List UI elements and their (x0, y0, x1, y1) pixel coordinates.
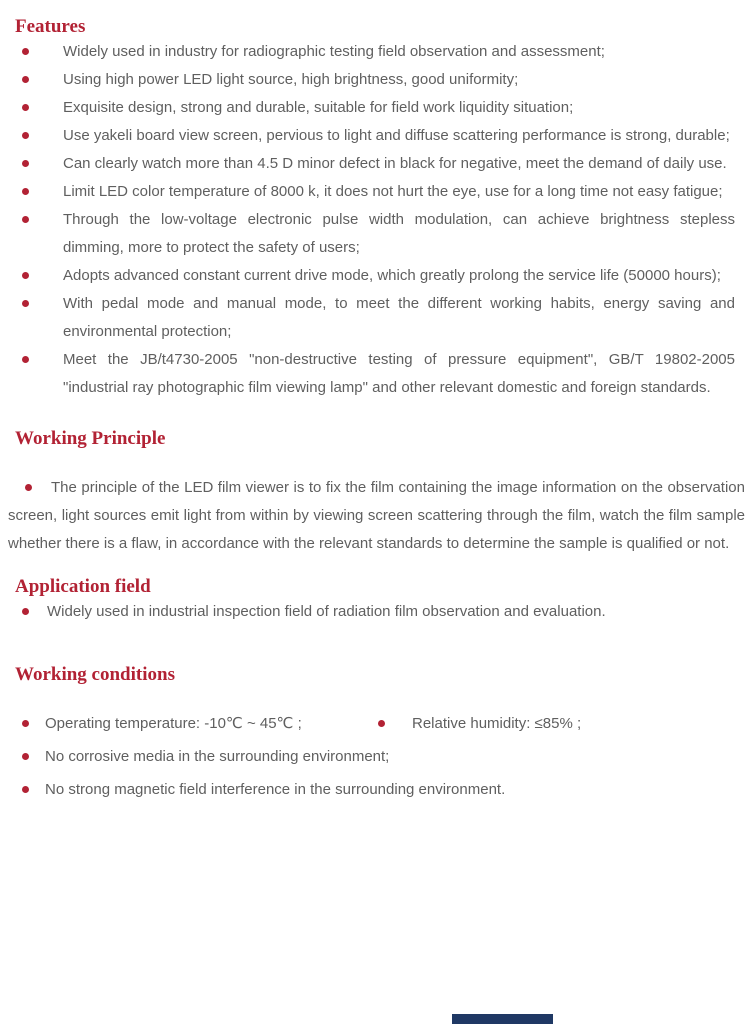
bullet-icon (22, 104, 29, 111)
working-principle-section-title: Working Principle (15, 428, 166, 449)
list-item (15, 66, 735, 94)
list-item-text: No corrosive media in the surrounding environment; (45, 748, 390, 765)
bottom-divider-bar (452, 1014, 553, 1024)
bullet-icon (22, 720, 29, 727)
list-item (15, 776, 735, 804)
list-item (15, 178, 735, 206)
list-item-text: Use yakeli board view screen, pervious to light and diffuse scattering performance is strong, durable; (63, 127, 730, 144)
bullet-icon (22, 272, 29, 279)
working-conditions-list (15, 710, 735, 804)
list-item (15, 598, 735, 626)
application-field-section-title: Application field (15, 576, 151, 597)
list-item (15, 94, 735, 122)
working-conditions-section-title: Working conditions (15, 664, 175, 685)
conditions-row (15, 710, 735, 738)
bullet-icon (22, 48, 29, 55)
working-principle-paragraph (8, 474, 745, 558)
list-item-text: Exquisite design, strong and durable, suitable for field work liquidity situation; (63, 99, 574, 116)
list-item-text: Operating temperature: -10℃ ~ 45℃ ; (45, 715, 302, 732)
bullet-icon (22, 608, 29, 615)
bullet-icon (22, 160, 29, 167)
list-item-text: With pedal mode and manual mode, to meet the different working habits, energy saving and environmental protection; (63, 295, 735, 340)
bullet-icon (378, 720, 385, 727)
list-item-text: Can clearly watch more than 4.5 D minor defect in black for negative, meet the demand of daily use. (63, 155, 727, 172)
bullet-icon (22, 188, 29, 195)
list-item (15, 262, 735, 290)
bullet-icon (22, 786, 29, 793)
list-item-text: Using high power LED light source, high brightness, good uniformity; (63, 71, 519, 88)
bullet-icon (25, 484, 32, 491)
list-item-text: Meet the JB/t4730-2005 "non-destructive testing of pressure equipment", GB/T 19802-2005 "industrial ray photographic film viewing lamp" and other relevant domestic and foreign standards. (63, 351, 735, 396)
list-item (378, 710, 735, 738)
list-item-text: Widely used in industrial inspection field of radiation film observation and evaluation. (47, 603, 606, 620)
bullet-icon (22, 132, 29, 139)
list-item (15, 743, 735, 771)
list-item (15, 290, 735, 346)
list-item-text: Widely used in industry for radiographic testing field observation and assessment; (63, 43, 605, 60)
paragraph-text: The principle of the LED film viewer is to fix the film containing the image information on the observation screen, light sources emit light from within by viewing screen scattering through the film, watch the film sample whether there is a flaw, in accordance with the relevant standards to determine the sample is qualified or not. (8, 479, 745, 552)
list-item (15, 38, 735, 66)
bullet-icon (22, 300, 29, 307)
list-item (15, 206, 735, 262)
bullet-icon (22, 216, 29, 223)
list-item (15, 122, 735, 150)
bullet-icon (22, 753, 29, 760)
application-field-list (15, 598, 735, 626)
list-item-text: No strong magnetic field interference in the surrounding environment. (45, 781, 506, 798)
list-item (15, 710, 378, 738)
bullet-icon (22, 356, 29, 363)
list-item-text: Through the low-voltage electronic pulse width modulation, can achieve brightness stepless dimming, more to protect the safety of users; (63, 211, 735, 256)
features-list (15, 38, 735, 402)
bullet-icon (22, 76, 29, 83)
features-section-title: Features (15, 16, 86, 37)
list-item (15, 346, 735, 402)
list-item (15, 150, 735, 178)
list-item-text: Adopts advanced constant current drive mode, which greatly prolong the service life (50000 hours); (63, 267, 721, 284)
list-item-text: Relative humidity: ≤85% ; (412, 715, 582, 732)
list-item-text: Limit LED color temperature of 8000 k, it does not hurt the eye, use for a long time not easy fatigue; (63, 183, 723, 200)
